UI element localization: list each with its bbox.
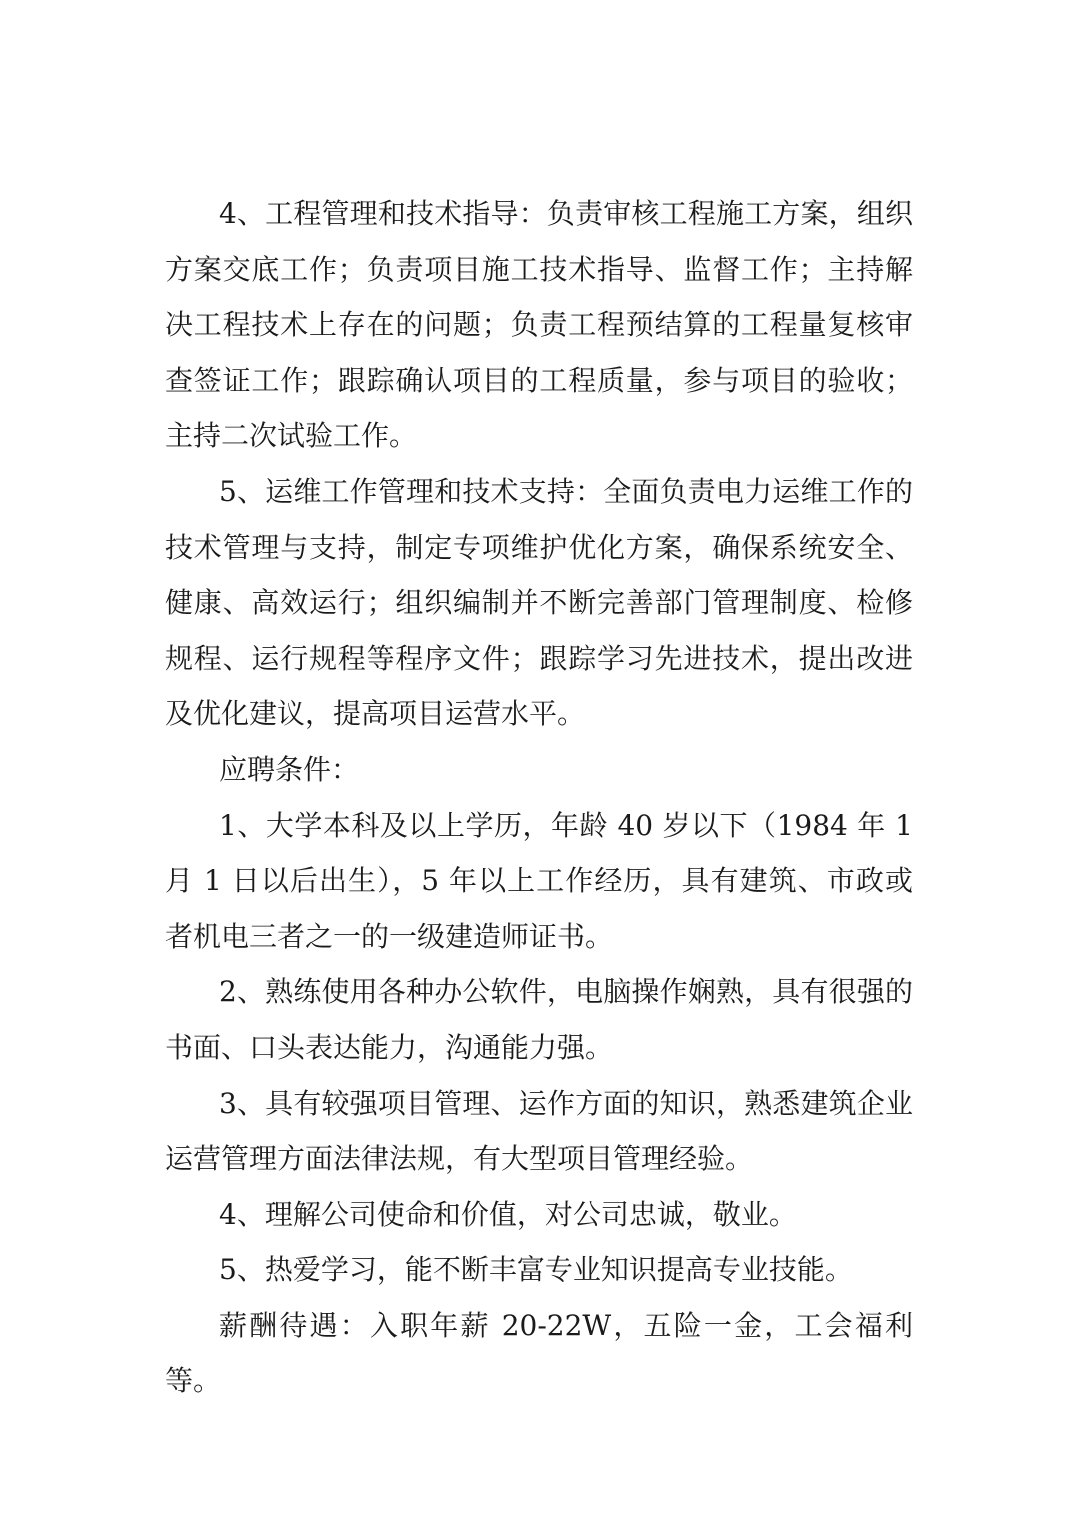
requirement-1-paragraph: 1、大学本科及以上学历，年龄 40 岁以下（1984 年 1 月 1 日以后出生），5 年以上工作经历，具有建筑、市政或者机电三者之一的一级建造师证书。 — [165, 808, 913, 953]
requirement-4-paragraph: 4、理解公司使命和价值，对公司忠诚，敬业。 — [219, 1197, 797, 1231]
salary-paragraph: 薪酬待遇：入职年薪 20-22W，五险一金，工会福利等。 — [165, 1308, 913, 1398]
requirement-2-paragraph: 2、熟练使用各种办公软件，电脑操作娴熟，具有很强的书面、口头表达能力，沟通能力强。 — [165, 975, 913, 1064]
requirements-heading: 应聘条件： — [219, 752, 360, 786]
document-body — [165, 186, 913, 1409]
requirement-5-paragraph: 5、热爱学习，能不断丰富专业知识提高专业技能。 — [219, 1253, 853, 1287]
requirement-3-paragraph: 3、具有较强项目管理、运作方面的知识，熟悉建筑企业运营管理方面法律法规，有大型项目管理经验。 — [165, 1086, 913, 1176]
duty-5-paragraph: 5、运维工作管理和技术支持：全面负责电力运维工作的技术管理与支持，制定专项维护优化方案，确保系统安全、健康、高效运行；组织编制并不断完善部门管理制度、检修规程、运行规程等程序文件；跟踪学习先进技术，提出改进及优化建议，提高项目运营水平。 — [165, 474, 913, 731]
duty-4-paragraph: 4、工程管理和技术指导：负责审核工程施工方案，组织方案交底工作；负责项目施工技术指导、监督工作；主持解决工程技术上存在的问题；负责工程预结算的工程量复核审查签证工作；跟踪确认项目的工程质量，参与项目的验收；主持二次试验工作。 — [165, 197, 913, 453]
